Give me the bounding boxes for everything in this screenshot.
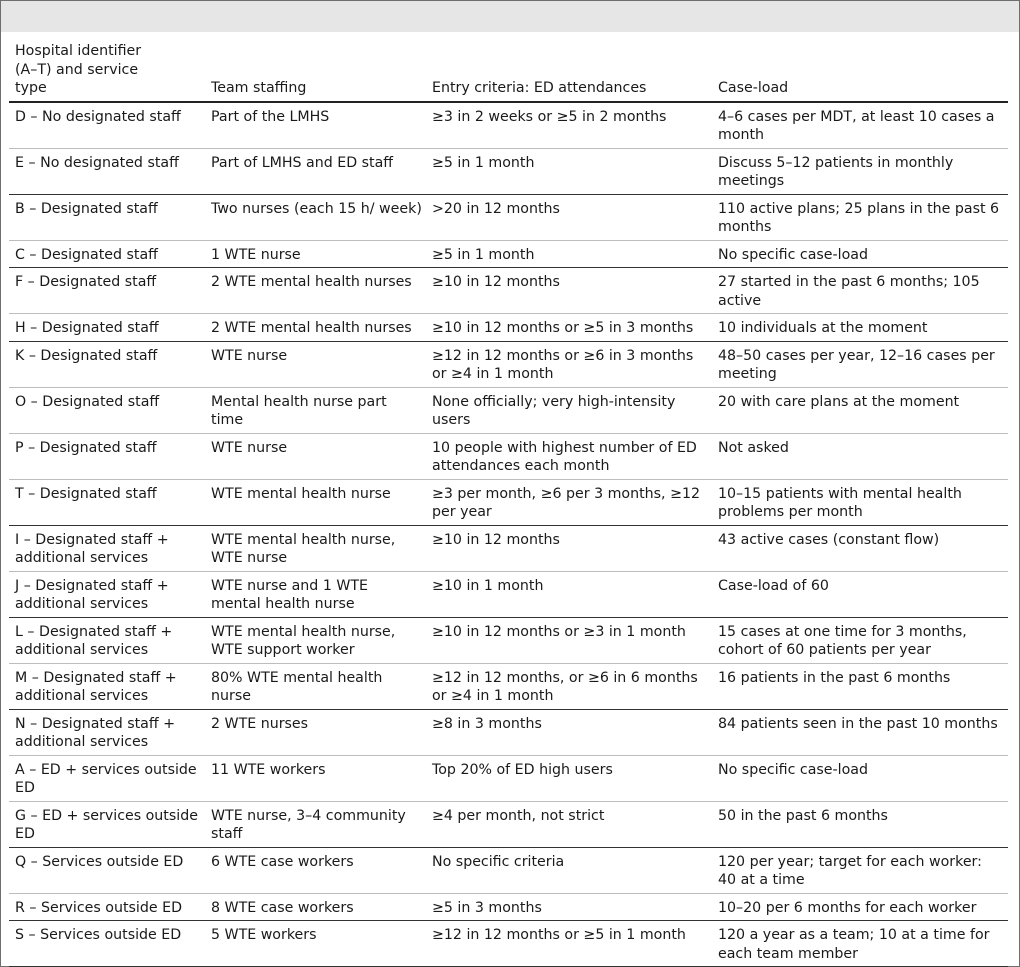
cell-hospital-service: L – Designated staff + additional services [9,617,205,663]
cell-entry-criteria: ≥10 in 12 months [426,525,712,571]
cell-team-staffing: Part of LMHS and ED staff [205,148,426,194]
cell-entry-criteria: ≥12 in 12 months or ≥5 in 1 month [426,921,712,967]
cell-entry-criteria: ≥4 per month, not strict [426,801,712,847]
cell-team-staffing: 80% WTE mental health nurse [205,663,426,709]
cell-case-load: 120 a year as a team; 10 at a time for each team member [712,921,1008,967]
cell-case-load: 15 cases at one time for 3 months, cohort of 60 patients per year [712,617,1008,663]
cell-entry-criteria: ≥5 in 3 months [426,893,712,921]
table-title-band [1,1,1019,32]
cell-team-staffing: 2 WTE mental health nurses [205,314,426,342]
cell-team-staffing: WTE mental health nurse [205,479,426,525]
cell-entry-criteria: ≥10 in 12 months [426,268,712,314]
table-row [9,433,1008,479]
cell-team-staffing: 1 WTE nurse [205,240,426,268]
cell-hospital-service: E – No designated staff [9,148,205,194]
cell-entry-criteria: ≥3 in 2 weeks or ≥5 in 2 months [426,102,712,149]
cell-team-staffing: 8 WTE case workers [205,893,426,921]
cell-entry-criteria: None officially; very high-intensity users [426,387,712,433]
cell-hospital-service: Q – Services outside ED [9,847,205,893]
table-row [9,709,1008,755]
table-row [9,387,1008,433]
cell-team-staffing: WTE mental health nurse, WTE support worker [205,617,426,663]
cell-case-load: 20 with care plans at the moment [712,387,1008,433]
header-row [9,32,1008,102]
cell-case-load: 43 active cases (constant flow) [712,525,1008,571]
cell-hospital-service: F – Designated staff [9,268,205,314]
cell-hospital-service: R – Services outside ED [9,893,205,921]
data-table [9,32,1008,967]
cell-case-load: 16 patients in the past 6 months [712,663,1008,709]
cell-team-staffing: 11 WTE workers [205,755,426,801]
table-row [9,755,1008,801]
cell-case-load: 4–6 cases per MDT, at least 10 cases a month [712,102,1008,149]
cell-entry-criteria: ≥10 in 12 months or ≥5 in 3 months [426,314,712,342]
cell-entry-criteria: ≥5 in 1 month [426,148,712,194]
cell-team-staffing: WTE nurse [205,341,426,387]
table-row [9,194,1008,240]
cell-team-staffing: WTE mental health nurse, WTE nurse [205,525,426,571]
table-row [9,268,1008,314]
header-entry-criteria: Entry criteria: ED attendances [426,32,712,102]
cell-team-staffing: 2 WTE nurses [205,709,426,755]
cell-hospital-service: S – Services outside ED [9,921,205,967]
cell-entry-criteria: ≥12 in 12 months or ≥6 in 3 months or ≥4 in 1 month [426,341,712,387]
cell-entry-criteria: ≥8 in 3 months [426,709,712,755]
cell-entry-criteria: ≥10 in 12 months or ≥3 in 1 month [426,617,712,663]
table-row [9,240,1008,268]
cell-team-staffing: Two nurses (each 15 h/ week) [205,194,426,240]
header-case-load: Case-load [712,32,1008,102]
cell-hospital-service: T – Designated staff [9,479,205,525]
cell-case-load: Not asked [712,433,1008,479]
cell-team-staffing: 5 WTE workers [205,921,426,967]
cell-hospital-service: M – Designated staff + additional services [9,663,205,709]
header-team-staffing: Team staffing [205,32,426,102]
cell-entry-criteria: No specific criteria [426,847,712,893]
cell-team-staffing: 6 WTE case workers [205,847,426,893]
cell-hospital-service: D – No designated staff [9,102,205,149]
cell-hospital-service: J – Designated staff + additional services [9,571,205,617]
cell-case-load: 48–50 cases per year, 12–16 cases per meeting [712,341,1008,387]
cell-entry-criteria: ≥5 in 1 month [426,240,712,268]
cell-entry-criteria: 10 people with highest number of ED attendances each month [426,433,712,479]
table-row [9,102,1008,149]
table-row [9,921,1008,967]
cell-hospital-service: A – ED + services outside ED [9,755,205,801]
cell-case-load: Case-load of 60 [712,571,1008,617]
cell-case-load: 10 individuals at the moment [712,314,1008,342]
cell-hospital-service: K – Designated staff [9,341,205,387]
cell-case-load: 120 per year; target for each worker: 40 at a time [712,847,1008,893]
cell-team-staffing: WTE nurse, 3–4 community staff [205,801,426,847]
cell-hospital-service: B – Designated staff [9,194,205,240]
cell-hospital-service: N – Designated staff + additional services [9,709,205,755]
header-hospital-identifier: Hospital identifier (A–T) and service type [9,32,205,102]
cell-entry-criteria: ≥12 in 12 months, or ≥6 in 6 months or ≥4 in 1 month [426,663,712,709]
cell-entry-criteria: Top 20% of ED high users [426,755,712,801]
table-row [9,148,1008,194]
cell-hospital-service: H – Designated staff [9,314,205,342]
cell-team-staffing: WTE nurse and 1 WTE mental health nurse [205,571,426,617]
cell-case-load: 27 started in the past 6 months; 105 active [712,268,1008,314]
table-row [9,314,1008,342]
cell-entry-criteria: >20 in 12 months [426,194,712,240]
table-row [9,801,1008,847]
cell-hospital-service: O – Designated staff [9,387,205,433]
table-row [9,617,1008,663]
table-row [9,571,1008,617]
cell-case-load: Discuss 5–12 patients in monthly meetings [712,148,1008,194]
cell-case-load: No specific case-load [712,755,1008,801]
cell-hospital-service: P – Designated staff [9,433,205,479]
cell-entry-criteria: ≥3 per month, ≥6 per 3 months, ≥12 per year [426,479,712,525]
cell-team-staffing: Mental health nurse part time [205,387,426,433]
cell-team-staffing: Part of the LMHS [205,102,426,149]
cell-case-load: No specific case-load [712,240,1008,268]
cell-case-load: 84 patients seen in the past 10 months [712,709,1008,755]
cell-hospital-service: G – ED + services outside ED [9,801,205,847]
cell-case-load: 10–20 per 6 months for each worker [712,893,1008,921]
table-row [9,341,1008,387]
cell-hospital-service: C – Designated staff [9,240,205,268]
cell-entry-criteria: ≥10 in 1 month [426,571,712,617]
table-row [9,893,1008,921]
cell-team-staffing: WTE nurse [205,433,426,479]
table-row [9,663,1008,709]
cell-case-load: 50 in the past 6 months [712,801,1008,847]
cell-case-load: 110 active plans; 25 plans in the past 6 months [712,194,1008,240]
table-row [9,847,1008,893]
table-row [9,479,1008,525]
cell-case-load: 10–15 patients with mental health problems per month [712,479,1008,525]
cell-team-staffing: 2 WTE mental health nurses [205,268,426,314]
cell-hospital-service: I – Designated staff + additional services [9,525,205,571]
table-row [9,525,1008,571]
